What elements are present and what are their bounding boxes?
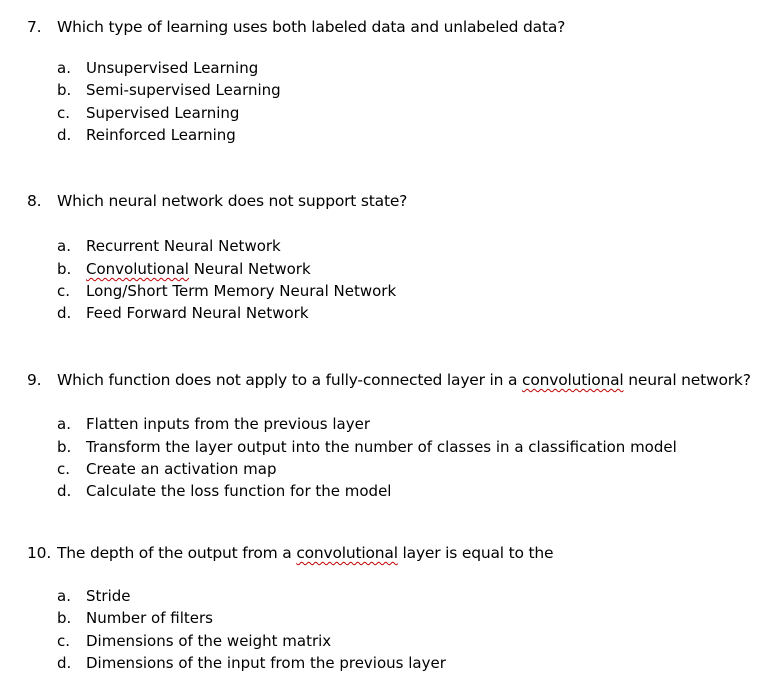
option-letter: c. — [57, 460, 71, 478]
answer-option — [57, 654, 446, 672]
option-text: Dimensions of the input from the previous layer — [86, 654, 446, 672]
option-text: Supervised Learning — [86, 104, 240, 122]
answer-option — [57, 482, 391, 500]
option-letter: a. — [57, 237, 71, 255]
option-letter: a. — [57, 415, 71, 433]
answer-option — [57, 438, 677, 456]
question-prompt — [27, 371, 751, 389]
option-letter: a. — [57, 59, 71, 77]
question-text-tail: neural network? — [623, 371, 751, 389]
answer-option — [57, 632, 331, 650]
spellcheck-flagged-word: convolutional — [522, 371, 624, 389]
question-prompt — [27, 192, 407, 210]
question-text: The depth of the output from a — [57, 544, 297, 562]
question-number: 9. — [27, 371, 42, 389]
option-text: Transform the layer output into the number of classes in a classification model — [86, 438, 677, 456]
answer-option — [57, 237, 281, 255]
answer-option — [57, 81, 281, 99]
option-text: Long/Short Term Memory Neural Network — [86, 282, 397, 300]
option-text: Flatten inputs from the previous layer — [86, 415, 371, 433]
answer-option — [57, 304, 309, 322]
option-letter: c. — [57, 104, 71, 122]
option-letter: d. — [57, 304, 72, 322]
option-text: Feed Forward Neural Network — [86, 304, 309, 322]
question-number: 7. — [27, 18, 42, 36]
spellcheck-flagged-word: convolutional — [296, 544, 398, 562]
option-text: Reinforced Learning — [86, 126, 236, 144]
question-text-tail: layer is equal to the — [397, 544, 554, 562]
option-text: Stride — [86, 587, 131, 605]
question-number: 10. — [27, 544, 52, 562]
option-letter: d. — [57, 126, 72, 144]
option-text: Calculate the loss function for the model — [86, 482, 392, 500]
option-text: Unsupervised Learning — [86, 59, 259, 77]
answer-option — [57, 126, 236, 144]
option-letter: c. — [57, 282, 71, 300]
option-text: Create an activation map — [86, 460, 277, 478]
option-text: Recurrent Neural Network — [86, 237, 281, 255]
answer-option — [57, 104, 239, 122]
question-number: 8. — [27, 192, 42, 210]
answer-option — [57, 609, 213, 627]
answer-option — [57, 460, 276, 478]
question-text: Which type of learning uses both labeled data and unlabeled data? — [57, 18, 566, 36]
answer-option — [57, 282, 396, 300]
option-letter: d. — [57, 654, 72, 672]
option-letter: b. — [57, 260, 72, 278]
option-letter: b. — [57, 81, 72, 99]
option-text: Dimensions of the weight matrix — [86, 632, 332, 650]
option-letter: b. — [57, 609, 72, 627]
question-prompt — [27, 544, 553, 562]
option-letter: c. — [57, 632, 71, 650]
answer-option — [57, 415, 370, 433]
answer-option — [57, 587, 131, 605]
question-text: Which function does not apply to a fully-connected layer in a — [57, 371, 523, 389]
answer-option — [57, 59, 258, 77]
option-letter: a. — [57, 587, 71, 605]
option-text: Semi-supervised Learning — [86, 81, 281, 99]
option-text: Neural Network — [188, 260, 311, 278]
option-text: Number of filters — [86, 609, 213, 627]
option-letter: b. — [57, 438, 72, 456]
question-prompt — [27, 18, 565, 36]
option-letter: d. — [57, 482, 72, 500]
answer-option — [57, 260, 311, 278]
question-text: Which neural network does not support state? — [57, 192, 408, 210]
spellcheck-flagged-word: Convolutional — [86, 260, 189, 278]
